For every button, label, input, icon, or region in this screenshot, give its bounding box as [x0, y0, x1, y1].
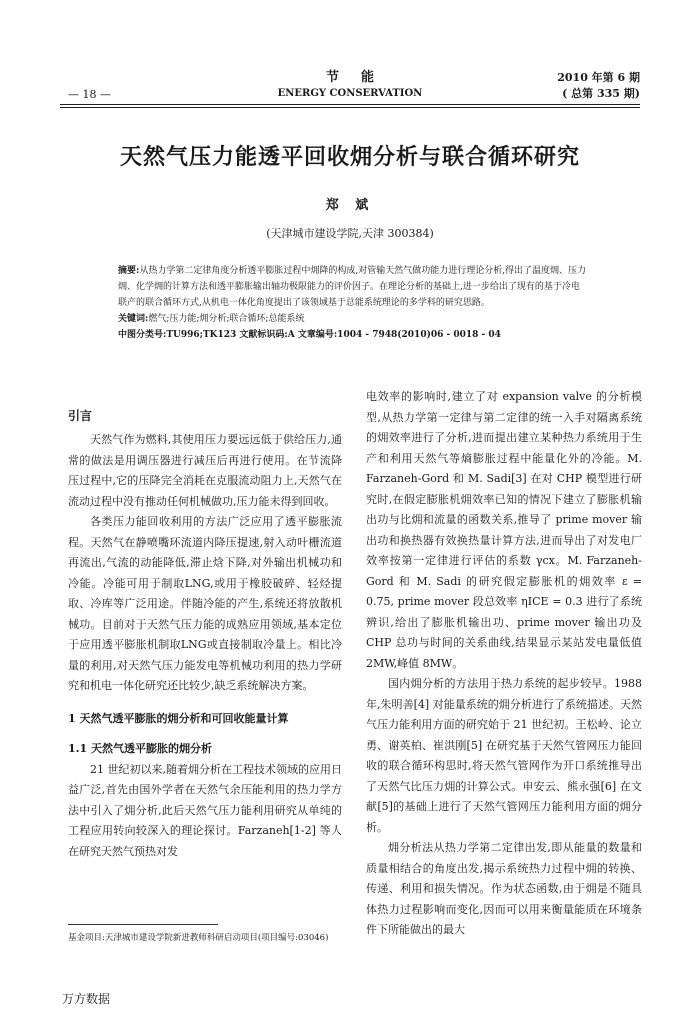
footnote-rule — [68, 924, 218, 925]
issue-info — [557, 70, 640, 102]
right-paragraph-3: 㶲分析法从热力学第二定律出发,即从能量的数量和质量相结合的角度出发,揭示系统热力过程中㶲的转换、传递、利用和损失情况。作为状态函数,由于㶲是不随具体热力过程影响而变化,因而可以用来衡量能质在环境条件下所能做出的最大 — [366, 841, 642, 936]
paper-title: 天然气压力能透平回收㶲分析与联合循环研究 — [119, 144, 580, 170]
section-heading-1: 1 天然气透平膨胀的㶲分析和可回收能量计算 — [68, 711, 289, 725]
author-affiliation: (天津城市建设学院,天津 300384) — [266, 227, 434, 240]
keywords-text: 燃气;压力能;㶲分析;联合循环;总能系统 — [148, 314, 305, 324]
right-paragraph-1: 电效率的影响时,建立了对 expansion valve 的分析模型,从热力学第一定律与第二定律的统一入手对隔离系统的㶲效率进行了分析,进而提出建立某种热力系统用于生产和利用天然气等熵膨胀过程中能量化外的冷能。M. Farzaneh-Gord 和 M. Sadi[3] 在对 CHP 模型进行研究时,在假定膨胀机㶲效率已知的情况下建立了膨胀机输出功与比㶲和流量的函数关系,推导了 prime mover 输出功和换热器有效换热量计算方法,进而导出了对发电厂效率按第一定律进行评估的系数 γcx。M. Farzaneh-Gord 和 M. Sadi 的研究假定膨胀机的㶲效率 ε = 0.75, prime mover 段总效率 ηICE = 0.3 进行了系统辨识,给出了膨胀机输出功、prime mover 输出功及 CHP 总功与时间的关系曲线,结果显示某站发电量低值 2MW,峰值 8MW。 — [366, 390, 642, 670]
abstract-text: 从热力学第二定律角度分析透平膨胀过程中㶲降的构成,对管输天然气做功能力进行理论分析,得出了温度㶲、压力㶲、化学㶲的计算方法和透平膨胀输出轴功极限能力的评价因子。在理论分析的基础上,进一步给出了现有的基于冷电联产的联合循环方式,从机电一体化角度提出了该领域基于总能系统理论的多学科的研究思路。 — [118, 266, 587, 308]
header-rule-thick — [60, 104, 640, 105]
section-heading-intro: 引言 — [68, 409, 93, 423]
journal-name-cn: 节能 — [325, 70, 396, 85]
left-paragraph-3: 21 世纪初以来,随着㶲分析在工程技术领域的应用日益广泛,首先由国外学者在天然气余压能利用的热力学方法中引入了㶲分析,此后天然气压力能利用研究从单纯的工程应用转向较深入的理论探讨。Farzaneh[1-2] 等人在研究天然气预热对发 — [68, 762, 342, 858]
journal-header — [260, 70, 440, 102]
section-heading-1-1: 1.1 天然气透平膨胀的㶲分析 — [68, 742, 212, 755]
left-paragraph-2: 各类压力能回收利用的方法广泛应用了透平膨胀流程。天然气在静喷嘴环流道内降压提速,射入动叶栅流道再流出,气流的动能降低,滞止焓下降,对外输出机械功和冷能。冷能可用于制取LNG,或用于橡胶破碎、轻烃提取、冷库等广泛用途。伴随冷能的产生,系统还将放散机械功。目前对于天然气压力能的成熟应用领域,基本定位于应用透平膨胀机制取LNG或直接制取冷量上。相比冷量的利用,对天然气压力能发电等机械功利用的热力学研究和机电一体化研究还比较少,缺乏系统解决方案。 — [68, 515, 342, 692]
abstract-block — [118, 263, 588, 343]
header-rule-thin — [60, 107, 640, 108]
abstract-label: 摘要: — [118, 266, 140, 276]
page-number: — 18 — — [68, 88, 111, 101]
left-paragraph-1: 天然气作为燃料,其使用压力要远远低于供给压力,通常的做法是用调压器进行减压后再进行使用。在节流降压过程中,它的压降完全消耗在克服流动阻力上,天然气在流动过程中没有推动任何机械做功,压力能未得到回收。 — [68, 433, 342, 508]
issue-total: ( 总第 335 期) — [562, 87, 640, 100]
right-column — [366, 387, 642, 941]
abstract — [118, 263, 588, 311]
right-paragraph-2: 国内㶲分析的方法用于热力系统的起步较早。1988 年,朱明善[4] 对能量系统的㶲分析进行了系统描述。天然气压力能利用方面的研究始于 21 世纪初。王松岭、论立勇、谢英柏、崔洪刚[5] 在研究基于天然气管网压力能回收的联合循环构思时,将天然气管网作为开口系统推导出了天然气比压力㶲的计算公式。申安云、熊永强[6] 在文献[5]的基础上进行了天然气管网压力能利用方面的㶲分析。 — [366, 677, 642, 834]
paper-author: 郑 斌 — [325, 198, 375, 213]
keywords — [118, 311, 588, 327]
funding-footnote: 基金项目:天津城市建设学院新进教师科研启动项目(项目编号:03046) — [68, 933, 329, 943]
journal-name-en: ENERGY CONSERVATION — [277, 88, 423, 99]
watermark-footer: 万方数据 — [62, 992, 111, 1006]
issue-number: 2010 年第 6 期 — [557, 71, 640, 84]
classification-line: 中图分类号:TU996;TK123 文献标识码:A 文章编号:1004 - 7948(2010)06 - 0018 - 04 — [118, 330, 501, 340]
keywords-label: 关键词: — [118, 314, 149, 324]
left-column — [68, 403, 342, 862]
